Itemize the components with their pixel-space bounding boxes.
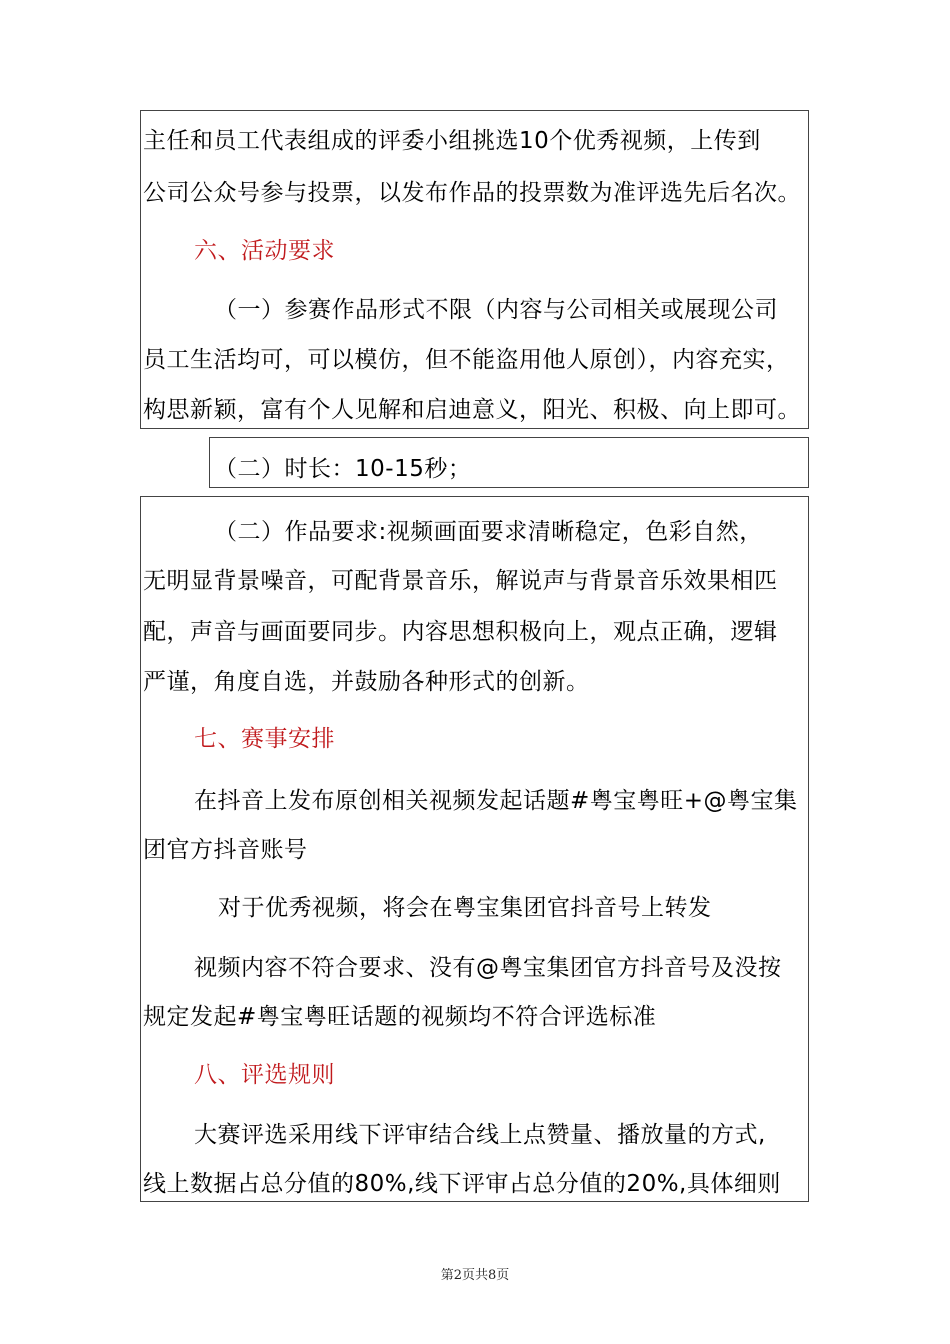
paragraph-line: 在抖音上发布原创相关视频发起话题#粤宝粤旺+@粤宝集 <box>194 788 798 814</box>
paragraph-line: 对于优秀视频，将会在粤宝集团官抖音号上转发 <box>218 895 712 921</box>
paragraph-line: 公司公众号参与投票，以发布作品的投票数为准评选先后名次。 <box>143 180 801 206</box>
paragraph-line: 无明显背景噪音，可配背景音乐，解说声与背景音乐效果相匹 <box>143 568 778 594</box>
paragraph-line: 员工生活均可，可以模仿，但不能盗用他人原创），内容充实， <box>143 347 790 373</box>
paragraph-line: 视频内容不符合要求、没有@粤宝集团官方抖音号及没按 <box>194 955 782 981</box>
paragraph-line: 配，声音与画面要同步。内容思想积极向上，观点正确，逻辑 <box>143 619 778 645</box>
section-heading-8: 八、评选规则 <box>194 1062 335 1088</box>
section-heading-7: 七、赛事安排 <box>194 726 335 752</box>
paragraph-line: 团官方抖音账号 <box>143 837 308 863</box>
section-heading-6: 六、活动要求 <box>194 238 335 264</box>
paragraph-line: （一）参赛作品形式不限（内容与公司相关或展现公司 <box>214 297 778 323</box>
paragraph-line: （二）作品要求:视频画面要求清晰稳定，色彩自然， <box>214 519 763 545</box>
paragraph-line: 规定发起#粤宝粤旺话题的视频均不符合评选标准 <box>143 1004 657 1030</box>
paragraph-line: 主任和员工代表组成的评委小组挑选10个优秀视频，上传到 <box>143 128 761 154</box>
paragraph-line: 严谨，角度自选，并鼓励各种形式的创新。 <box>143 669 590 695</box>
page-number: 第2页共8页 <box>440 1268 510 1283</box>
paragraph-line: 线上数据占总分值的80%,线下评审占总分值的20%,具体细则 <box>143 1171 781 1197</box>
paragraph-line: （二）时长：10-15秒； <box>214 456 472 482</box>
text-box-1 <box>140 110 809 429</box>
paragraph-line: 构思新颖，富有个人见解和启迪意义，阳光、积极、向上即可。 <box>143 397 801 423</box>
paragraph-line: 大赛评选采用线下评审结合线上点赞量、播放量的方式, <box>194 1122 766 1148</box>
